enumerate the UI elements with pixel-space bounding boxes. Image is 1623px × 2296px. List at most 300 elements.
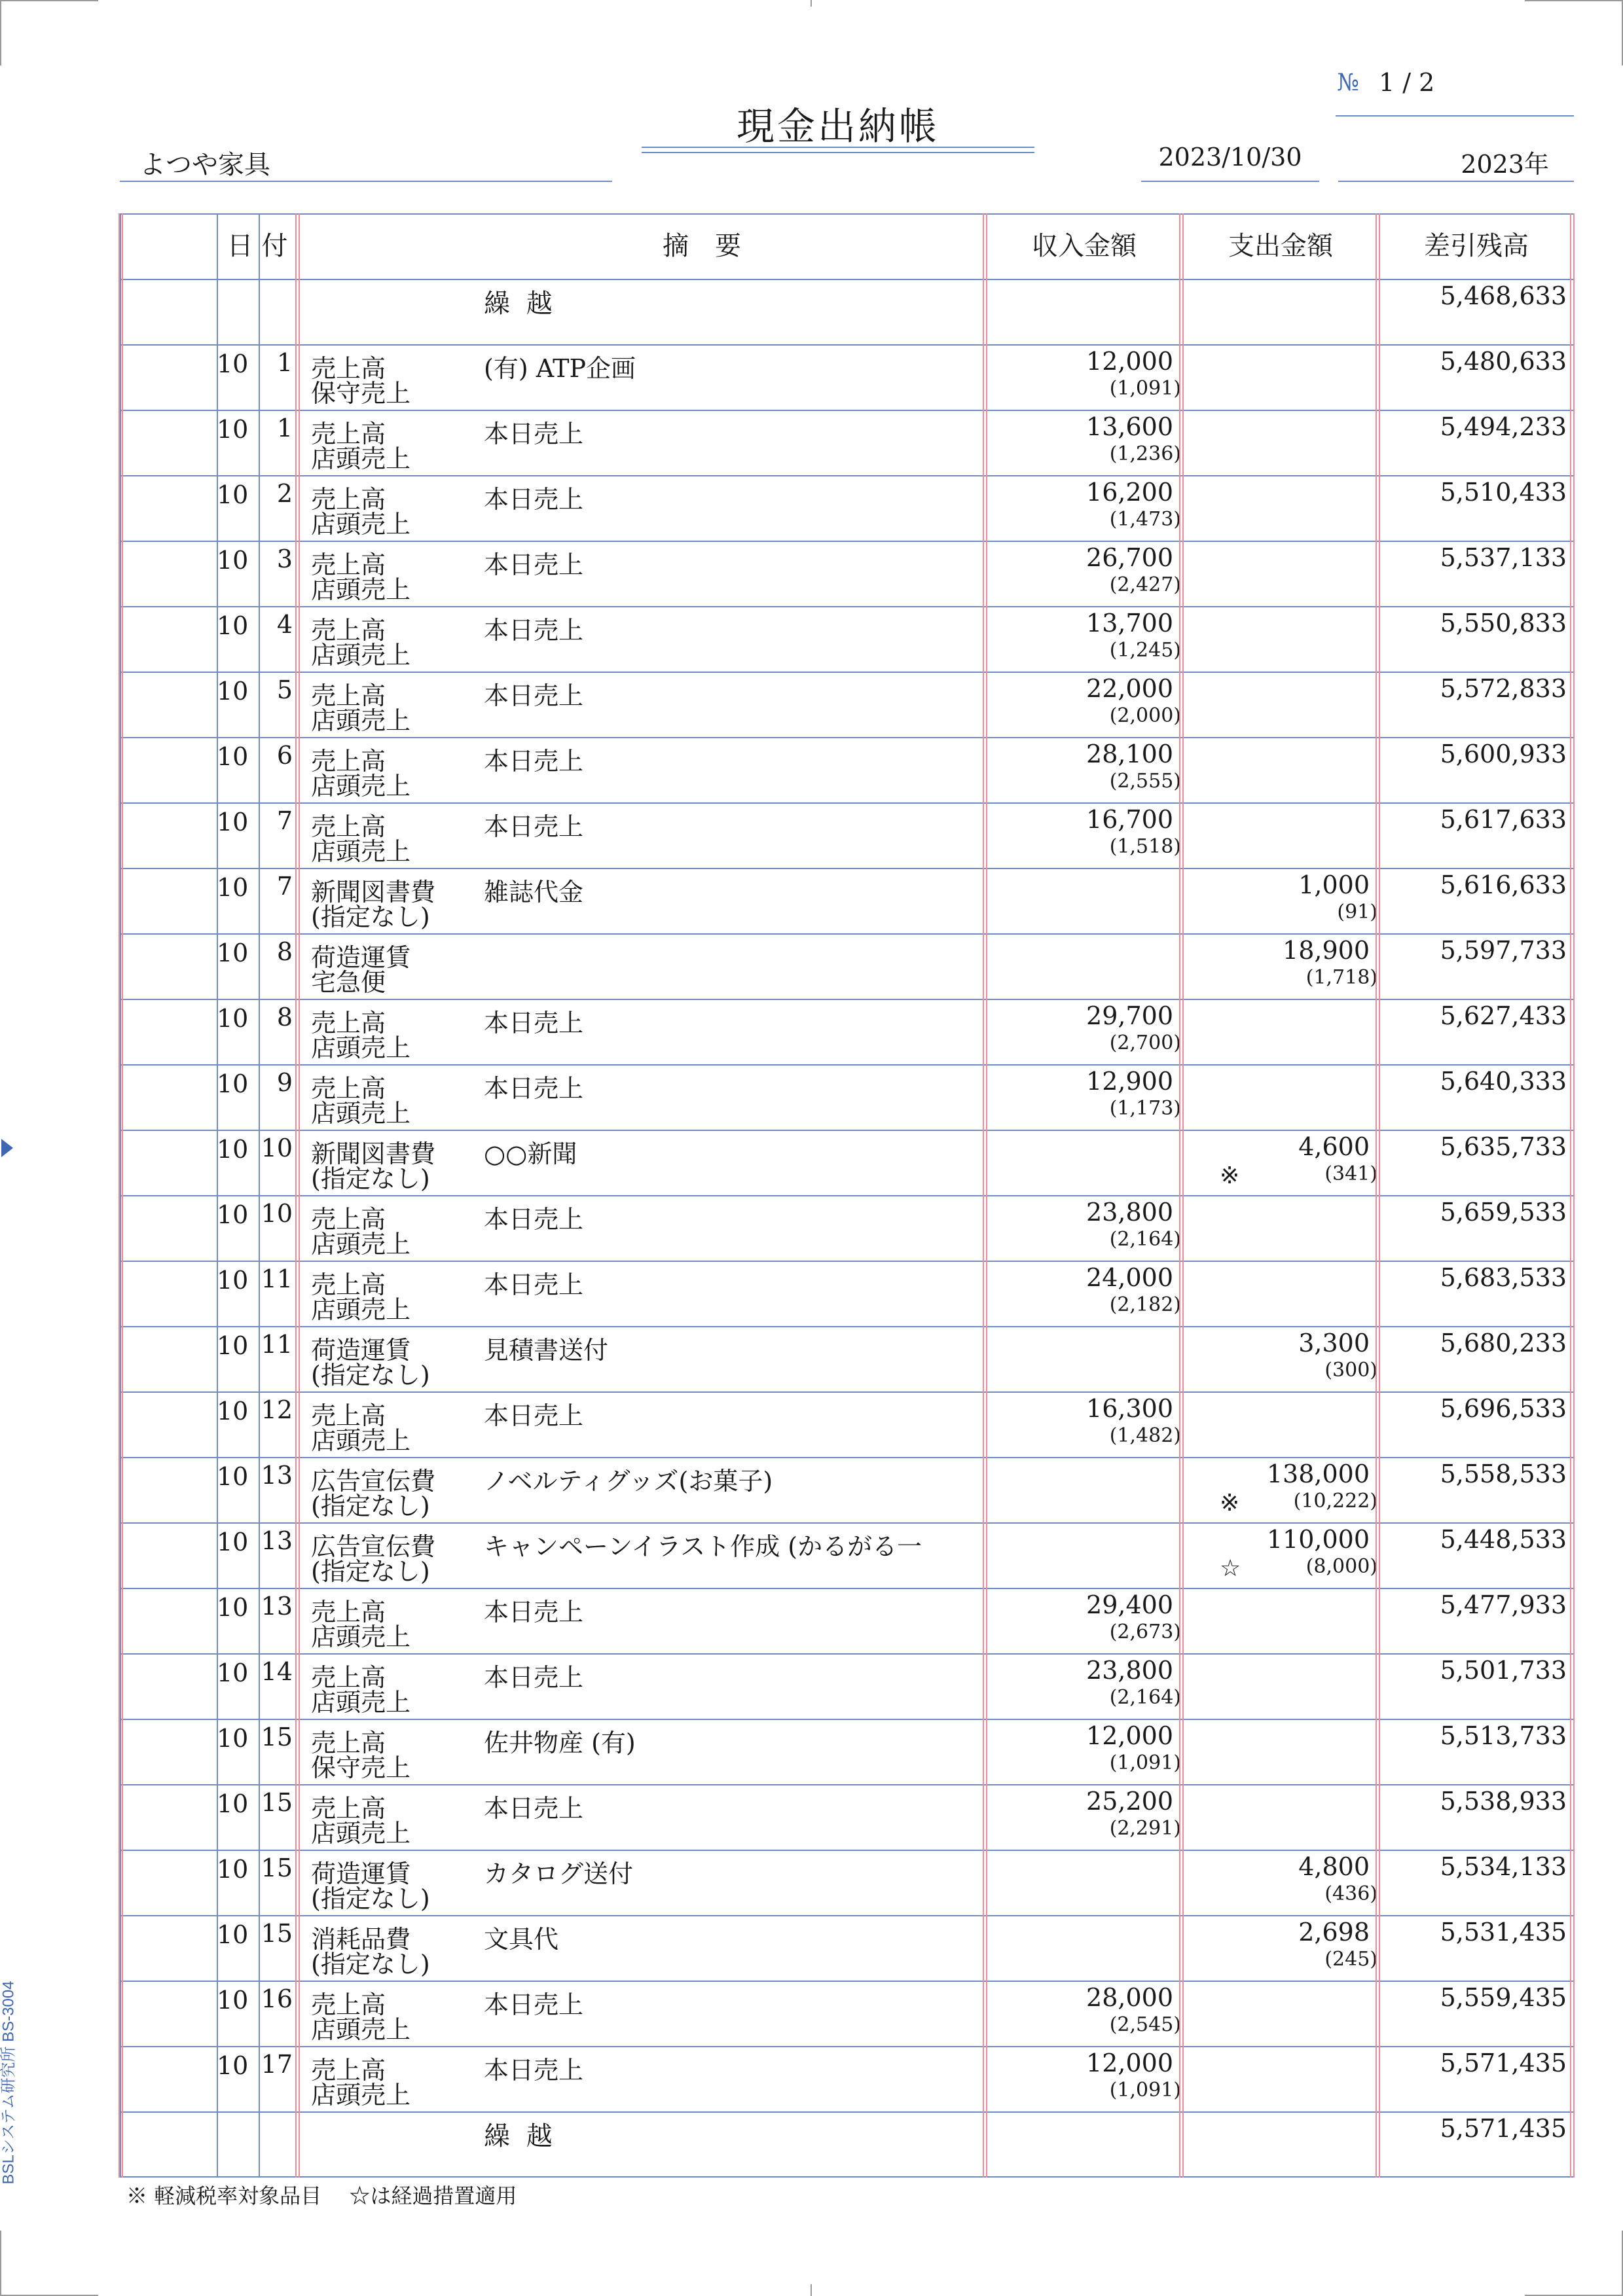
- income-tax-amount: (1,236): [1109, 442, 1181, 465]
- account-title: 新聞図書費: [311, 1139, 436, 1168]
- balance-value: 5,480,633: [1440, 347, 1567, 376]
- row-divider: [120, 475, 1575, 476]
- table-row: [120, 1457, 1575, 1522]
- income-tax-amount: (2,182): [1109, 1293, 1181, 1316]
- entry-description: 本日売上: [484, 616, 584, 645]
- entry-description: 本日売上: [484, 1270, 584, 1299]
- entry-day: 2: [276, 479, 293, 508]
- entry-day: 9: [276, 1068, 293, 1097]
- title-underline: [642, 147, 1034, 148]
- expense-tax-amount: (1,718): [1305, 966, 1377, 989]
- entry-month: 10: [217, 1004, 249, 1033]
- income-amount: 24,000: [1086, 1263, 1173, 1292]
- ledger-table: [120, 213, 1575, 2178]
- expense-amount: 3,300: [1298, 1329, 1370, 1357]
- sub-account: (指定なし): [311, 1164, 430, 1193]
- table-row: [120, 1850, 1575, 1915]
- entry-day: 13: [261, 1461, 293, 1490]
- balance-value: 5,531,435: [1440, 1918, 1567, 1946]
- balance-value: 5,501,733: [1440, 1656, 1567, 1685]
- income-amount: 12,000: [1086, 1721, 1173, 1750]
- table-row: [120, 933, 1575, 999]
- row-divider: [120, 1522, 1575, 1524]
- entry-day: 3: [276, 545, 293, 573]
- entry-description: 本日売上: [484, 550, 584, 579]
- entry-day: 15: [261, 1723, 293, 1751]
- account-title: 荷造運賃: [311, 1859, 411, 1888]
- entry-day: 6: [276, 741, 293, 770]
- entry-description: 本日売上: [484, 1009, 584, 1037]
- column-divider-red: [983, 213, 987, 2178]
- balance-value: 5,571,435: [1440, 2049, 1567, 2077]
- tax-mark: ※: [1220, 1490, 1240, 1516]
- income-tax-amount: (2,427): [1109, 573, 1181, 596]
- entry-day: 17: [261, 2050, 293, 2079]
- carry-label: 繰 越: [484, 289, 556, 319]
- entry-month: 10: [217, 939, 249, 967]
- entry-description: カタログ送付: [484, 1859, 634, 1888]
- entry-month: 10: [217, 1331, 249, 1360]
- entry-description: 本日売上: [484, 681, 584, 710]
- sub-account: 店頭売上: [311, 510, 411, 539]
- row-divider: [120, 2111, 1575, 2113]
- balance-value: 5,558,533: [1440, 1460, 1567, 1488]
- col-header-date: 日 付: [227, 231, 288, 261]
- row-divider: [120, 999, 1575, 1000]
- entry-month: 10: [217, 480, 249, 509]
- crop-mark: [811, 2284, 812, 2296]
- account-title: 売上高: [311, 1663, 386, 1692]
- print-date: 2023/10/30: [1141, 143, 1319, 182]
- table-row: [120, 1326, 1575, 1391]
- income-amount: 25,200: [1086, 1787, 1173, 1816]
- entry-day: 12: [261, 1395, 293, 1424]
- entry-day: 14: [261, 1657, 293, 1686]
- expense-tax-amount: (436): [1324, 1882, 1377, 1905]
- carry-label: 繰 越: [484, 2121, 556, 2151]
- company-name: よつや家具: [139, 150, 270, 180]
- entry-month: 10: [217, 1789, 249, 1818]
- row-divider: [120, 1588, 1575, 1589]
- entry-month: 10: [217, 546, 249, 575]
- sub-account: (指定なし): [311, 1950, 430, 1979]
- row-divider: [120, 2176, 1575, 2178]
- entry-month: 10: [217, 1462, 249, 1491]
- account-title: 売上高: [311, 747, 386, 776]
- income-tax-amount: (1,091): [1109, 2079, 1181, 2102]
- income-amount: 12,900: [1086, 1067, 1173, 1096]
- entry-description: キャンペーンイラスト作成 (かるがる一: [484, 1532, 922, 1561]
- income-tax-amount: (2,000): [1109, 704, 1181, 727]
- crop-mark: [811, 0, 812, 7]
- table-row: [120, 344, 1575, 410]
- expense-amount: 110,000: [1266, 1525, 1370, 1554]
- sub-account: 店頭売上: [311, 1295, 411, 1324]
- column-divider-red: [295, 213, 300, 2178]
- income-amount: 16,700: [1086, 805, 1173, 834]
- entry-month: 10: [217, 873, 249, 902]
- account-title: 売上高: [311, 354, 386, 383]
- table-row: [120, 475, 1575, 541]
- entry-day: 11: [261, 1265, 293, 1293]
- sub-account: 店頭売上: [311, 772, 411, 800]
- row-divider: [120, 1391, 1575, 1393]
- account-title: 荷造運賃: [311, 1336, 411, 1365]
- balance-value: 5,680,233: [1440, 1329, 1567, 1357]
- entry-day: 11: [261, 1330, 293, 1359]
- entry-description: 本日売上: [484, 485, 584, 514]
- income-tax-amount: (2,700): [1109, 1031, 1181, 1054]
- expense-tax-amount: (341): [1324, 1162, 1377, 1185]
- row-divider: [120, 1850, 1575, 1851]
- row-divider: [120, 1326, 1575, 1327]
- entry-month: 10: [217, 1724, 249, 1753]
- expense-amount: 4,800: [1298, 1852, 1370, 1881]
- account-title: 売上高: [311, 485, 386, 514]
- expense-tax-amount: (300): [1324, 1359, 1377, 1382]
- entry-day: 1: [276, 414, 293, 442]
- table-row: [120, 999, 1575, 1064]
- sub-account: (指定なし): [311, 1492, 430, 1520]
- expense-amount: 4,600: [1298, 1132, 1370, 1161]
- entry-description: 本日売上: [484, 1663, 584, 1692]
- balance-value: 5,513,733: [1440, 1721, 1567, 1750]
- row-divider: [120, 344, 1575, 346]
- table-row: [120, 868, 1575, 933]
- entry-day: 15: [261, 1919, 293, 1948]
- account-title: 売上高: [311, 1009, 386, 1037]
- income-tax-amount: (1,245): [1109, 639, 1181, 662]
- income-amount: 13,700: [1086, 609, 1173, 637]
- row-divider: [120, 2046, 1575, 2047]
- account-title: 売上高: [311, 1729, 386, 1757]
- account-title: 売上高: [311, 1401, 386, 1430]
- sub-account: 店頭売上: [311, 1230, 411, 1259]
- table-row: [120, 1522, 1575, 1588]
- table-row: [120, 1261, 1575, 1326]
- account-title: 売上高: [311, 616, 386, 645]
- row-divider: [120, 1261, 1575, 1262]
- row-divider: [120, 1784, 1575, 1785]
- balance-value: 5,627,433: [1440, 1001, 1567, 1030]
- sub-account: 店頭売上: [311, 1623, 411, 1651]
- page-title: 現金出納帳: [736, 104, 939, 149]
- column-divider-red: [1376, 213, 1380, 2178]
- entry-day: 1: [276, 348, 293, 377]
- entry-month: 10: [217, 1528, 249, 1556]
- balance-value: 5,600,933: [1440, 740, 1567, 768]
- entry-month: 10: [217, 742, 249, 771]
- expense-amount: 18,900: [1283, 936, 1370, 965]
- entry-month: 10: [217, 1920, 249, 1949]
- balance-value: 5,617,633: [1440, 805, 1567, 834]
- account-title: 売上高: [311, 1074, 386, 1103]
- balance-value: 5,448,533: [1440, 1525, 1567, 1554]
- entry-description: 佐井物産 (有): [484, 1729, 636, 1757]
- table-row: [120, 1588, 1575, 1653]
- fiscal-year-field: [1338, 143, 1574, 182]
- balance-value: 5,696,533: [1440, 1394, 1567, 1423]
- carry-row: [120, 279, 1575, 344]
- account-title: 新聞図書費: [311, 878, 436, 906]
- entry-day: 7: [276, 872, 293, 901]
- balance-value: 5,538,933: [1440, 1787, 1567, 1816]
- row-divider: [120, 606, 1575, 607]
- page-number-label: №: [1337, 69, 1360, 96]
- entry-day: 13: [261, 1592, 293, 1621]
- entry-day: 16: [261, 1984, 293, 2013]
- balance-value: 5,640,333: [1440, 1067, 1567, 1096]
- entry-description: ○○新聞: [484, 1139, 577, 1168]
- crop-mark: [0, 2231, 1, 2296]
- tax-mark: ※: [1220, 1162, 1240, 1189]
- entry-description: ノベルティグッズ(お菓子): [484, 1467, 773, 1496]
- expense-amount: 2,698: [1298, 1918, 1370, 1946]
- entry-month: 10: [217, 1855, 249, 1884]
- table-row: [120, 1064, 1575, 1130]
- table-row: [120, 2046, 1575, 2111]
- income-tax-amount: (2,164): [1109, 1228, 1181, 1251]
- crop-mark: [1525, 0, 1623, 1]
- column-divider: [217, 213, 218, 2178]
- expense-tax-amount: (91): [1337, 901, 1377, 924]
- table-row: [120, 1130, 1575, 1195]
- income-tax-amount: (1,482): [1109, 1424, 1181, 1447]
- income-amount: 12,000: [1086, 2049, 1173, 2077]
- income-amount: 28,100: [1086, 740, 1173, 768]
- account-title: 売上高: [311, 681, 386, 710]
- income-tax-amount: (2,291): [1109, 1817, 1181, 1840]
- sub-account: 店頭売上: [311, 1099, 411, 1128]
- balance-value: 5,616,633: [1440, 870, 1567, 899]
- income-tax-amount: (2,555): [1109, 770, 1181, 793]
- expense-tax-amount: (8,000): [1305, 1555, 1377, 1578]
- expense-tax-amount: (245): [1324, 1948, 1377, 1971]
- sub-account: (指定なし): [311, 903, 430, 931]
- table-row: [120, 672, 1575, 737]
- expense-amount: 138,000: [1266, 1460, 1370, 1488]
- income-amount: 16,300: [1086, 1394, 1173, 1423]
- row-divider: [120, 1130, 1575, 1131]
- income-amount: 13,600: [1086, 412, 1173, 441]
- entry-description: 雑誌代金: [484, 878, 584, 906]
- income-tax-amount: (1,173): [1109, 1097, 1181, 1120]
- column-divider-red: [1179, 213, 1184, 2178]
- row-divider: [120, 933, 1575, 935]
- balance-value: 5,597,733: [1440, 936, 1567, 965]
- column-divider-red: [119, 213, 123, 2178]
- entry-month: 10: [217, 808, 249, 836]
- income-amount: 29,700: [1086, 1001, 1173, 1030]
- balance-value: 5,550,833: [1440, 609, 1567, 637]
- entry-day: 15: [261, 1788, 293, 1817]
- income-amount: 12,000: [1086, 347, 1173, 376]
- row-divider: [120, 737, 1575, 738]
- balance-value: 5,572,833: [1440, 674, 1567, 703]
- account-title: 広告宣伝費: [311, 1467, 436, 1496]
- entry-description: 本日売上: [484, 747, 584, 776]
- balance-value: 5,468,633: [1440, 281, 1567, 310]
- row-divider: [120, 868, 1575, 869]
- balance-value: 5,537,133: [1440, 543, 1567, 572]
- table-row: [120, 802, 1575, 868]
- account-title: 売上高: [311, 420, 386, 448]
- entry-day: 10: [261, 1199, 293, 1228]
- sub-account: 店頭売上: [311, 2015, 411, 2044]
- sub-account: 店頭売上: [311, 1688, 411, 1717]
- table-row: [120, 1653, 1575, 1719]
- account-title: 売上高: [311, 1598, 386, 1626]
- entry-day: 8: [276, 937, 293, 966]
- entry-description: 本日売上: [484, 1074, 584, 1103]
- entry-description: 本日売上: [484, 2056, 584, 2085]
- balance-value: 5,494,233: [1440, 412, 1567, 441]
- table-row: [120, 1195, 1575, 1261]
- row-divider: [120, 1195, 1575, 1196]
- entry-description: 本日売上: [484, 1598, 584, 1626]
- sub-account: 店頭売上: [311, 1819, 411, 1848]
- row-divider: [120, 1064, 1575, 1066]
- entry-day: 13: [261, 1526, 293, 1555]
- crop-mark: [0, 0, 1, 65]
- entry-month: 10: [217, 2051, 249, 2080]
- entry-description: 本日売上: [484, 1205, 584, 1234]
- income-amount: 23,800: [1086, 1656, 1173, 1685]
- title-underline: [642, 152, 1034, 153]
- income-tax-amount: (1,473): [1109, 508, 1181, 531]
- sub-account: 店頭売上: [311, 641, 411, 670]
- table-row: [120, 1784, 1575, 1850]
- entry-month: 10: [217, 415, 249, 444]
- col-header-income: 収入金額: [1032, 231, 1137, 261]
- column-divider: [259, 213, 260, 2178]
- carry-row: [120, 2111, 1575, 2177]
- sub-account: (指定なし): [311, 1557, 430, 1586]
- table-row: [120, 1915, 1575, 1981]
- row-divider: [120, 672, 1575, 673]
- fiscal-year: 2023年: [1461, 150, 1549, 179]
- account-title: 売上高: [311, 1990, 386, 2019]
- account-title: 売上高: [311, 550, 386, 579]
- entry-day: 5: [276, 675, 293, 704]
- sub-account: 店頭売上: [311, 444, 411, 473]
- sub-account: 宅急便: [311, 968, 386, 997]
- balance-value: 5,477,933: [1440, 1590, 1567, 1619]
- expense-tax-amount: (10,222): [1293, 1490, 1377, 1513]
- balance-value: 5,635,733: [1440, 1132, 1567, 1161]
- entry-description: (有) ATP企画: [484, 354, 636, 383]
- row-divider: [120, 279, 1575, 280]
- entry-description: 本日売上: [484, 812, 584, 841]
- income-amount: 22,000: [1086, 674, 1173, 703]
- footnote: ※ 軽減税率対象品目 ☆は経過措置適用: [126, 2183, 517, 2208]
- account-title: 売上高: [311, 1205, 386, 1234]
- account-title: 売上高: [311, 812, 386, 841]
- table-row: [120, 1981, 1575, 2046]
- tax-mark: ☆: [1220, 1555, 1241, 1582]
- entry-day: 15: [261, 1854, 293, 1882]
- sub-account: 店頭売上: [311, 1033, 411, 1062]
- income-amount: 16,200: [1086, 478, 1173, 507]
- account-title: 広告宣伝費: [311, 1532, 436, 1561]
- entry-month: 10: [217, 1069, 249, 1098]
- column-divider-red: [1570, 213, 1575, 2178]
- sub-account: 店頭売上: [311, 2081, 411, 2109]
- row-divider: [120, 1457, 1575, 1458]
- entry-description: 本日売上: [484, 1990, 584, 2019]
- income-amount: 28,000: [1086, 1983, 1173, 2012]
- row-divider: [120, 802, 1575, 804]
- sub-account: 保守売上: [311, 379, 411, 408]
- entry-day: 4: [276, 610, 293, 639]
- row-divider: [120, 1653, 1575, 1655]
- entry-description: 本日売上: [484, 420, 584, 448]
- entry-month: 10: [217, 1200, 249, 1229]
- balance-value: 5,534,133: [1440, 1852, 1567, 1881]
- table-row: [120, 541, 1575, 606]
- col-header-balance: 差引残高: [1424, 231, 1529, 261]
- row-divider: [120, 1981, 1575, 1982]
- entry-month: 10: [217, 1397, 249, 1426]
- row-divider: [120, 410, 1575, 411]
- entry-month: 10: [217, 350, 249, 378]
- balance-value: 5,571,435: [1440, 2114, 1567, 2143]
- sub-account: 店頭売上: [311, 837, 411, 866]
- account-title: 売上高: [311, 1794, 386, 1823]
- sub-account: (指定なし): [311, 1884, 430, 1913]
- sub-account: (指定なし): [311, 1361, 430, 1390]
- sub-account: 店頭売上: [311, 706, 411, 735]
- page-number: [1336, 64, 1574, 117]
- table-row: [120, 410, 1575, 475]
- sub-account: 店頭売上: [311, 575, 411, 604]
- entry-month: 10: [217, 1135, 249, 1164]
- entry-description: 本日売上: [484, 1794, 584, 1823]
- entry-month: 10: [217, 1986, 249, 2015]
- entry-month: 10: [217, 1266, 249, 1295]
- table-row: [120, 1391, 1575, 1457]
- entry-day: 10: [261, 1134, 293, 1162]
- income-tax-amount: (2,545): [1109, 2013, 1181, 2036]
- income-tax-amount: (1,091): [1109, 377, 1181, 400]
- account-title: 売上高: [311, 1270, 386, 1299]
- income-tax-amount: (1,518): [1109, 835, 1181, 858]
- income-amount: 26,700: [1086, 543, 1173, 572]
- entry-description: 本日売上: [484, 1401, 584, 1430]
- col-header-expense: 支出金額: [1228, 231, 1333, 261]
- position-marker-icon: [1, 1139, 13, 1157]
- account-title: 売上高: [311, 2056, 386, 2085]
- table-row: [120, 1719, 1575, 1784]
- sub-account: 店頭売上: [311, 1426, 411, 1455]
- entry-month: 10: [217, 1593, 249, 1622]
- income-tax-amount: (2,164): [1109, 1686, 1181, 1709]
- table-row: [120, 737, 1575, 802]
- income-amount: 29,400: [1086, 1590, 1173, 1619]
- balance-value: 5,683,533: [1440, 1263, 1567, 1292]
- balance-value: 5,559,435: [1440, 1983, 1567, 2012]
- expense-amount: 1,000: [1298, 870, 1370, 899]
- company-field: [120, 143, 612, 182]
- account-title: 消耗品費: [311, 1925, 411, 1954]
- entry-month: 10: [217, 677, 249, 706]
- table-row: [120, 606, 1575, 672]
- row-divider: [120, 1719, 1575, 1720]
- balance-value: 5,510,433: [1440, 478, 1567, 507]
- entry-description: 見積書送付: [484, 1336, 609, 1365]
- crop-mark: [0, 0, 98, 1]
- entry-day: 7: [276, 806, 293, 835]
